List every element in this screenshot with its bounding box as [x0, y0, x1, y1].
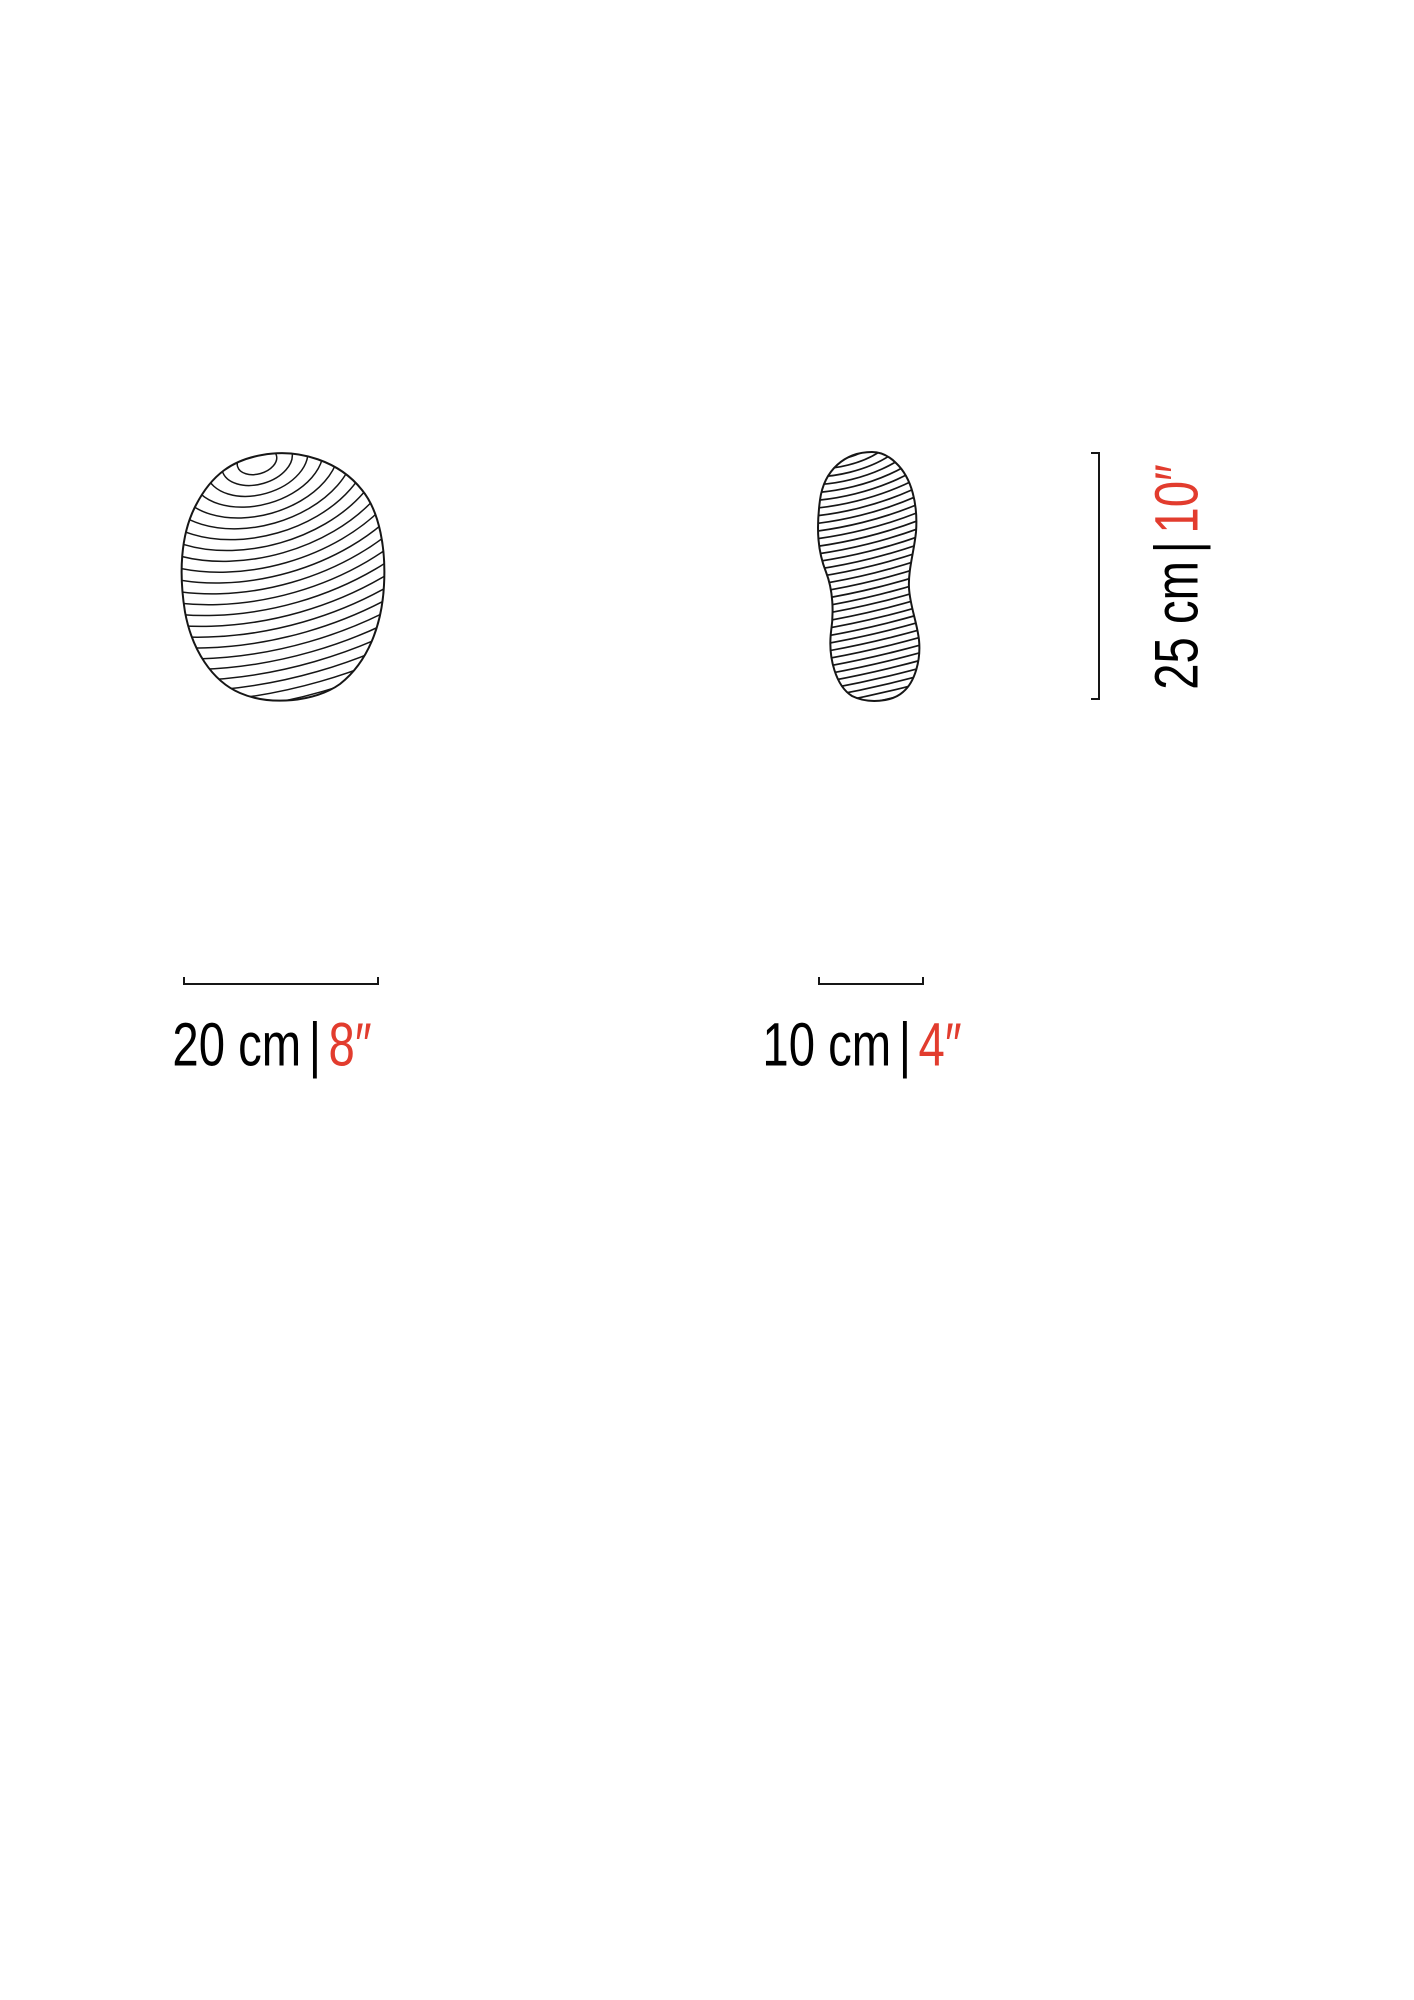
front-width-metric: 20 cm	[172, 1010, 302, 1079]
front-width-imperial: 8″	[328, 1010, 372, 1079]
front-width-separator: |	[308, 1010, 322, 1079]
side-width-label	[762, 1010, 962, 1079]
side-width-imperial: 4″	[918, 1010, 962, 1079]
height-imperial: 10″	[1142, 464, 1211, 534]
side-view-drawing	[812, 447, 927, 707]
front-outline	[182, 453, 385, 700]
height-metric: 25 cm	[1142, 560, 1211, 690]
side-width-bracket	[818, 977, 924, 985]
side-width-metric: 10 cm	[762, 1010, 892, 1079]
height-label	[1142, 464, 1211, 690]
front-width-label	[172, 1010, 372, 1079]
height-bracket	[1091, 452, 1100, 700]
front-width-bracket	[183, 977, 379, 985]
height-separator: |	[1142, 541, 1211, 554]
side-width-separator: |	[898, 1010, 912, 1079]
front-view-drawing	[177, 445, 390, 707]
